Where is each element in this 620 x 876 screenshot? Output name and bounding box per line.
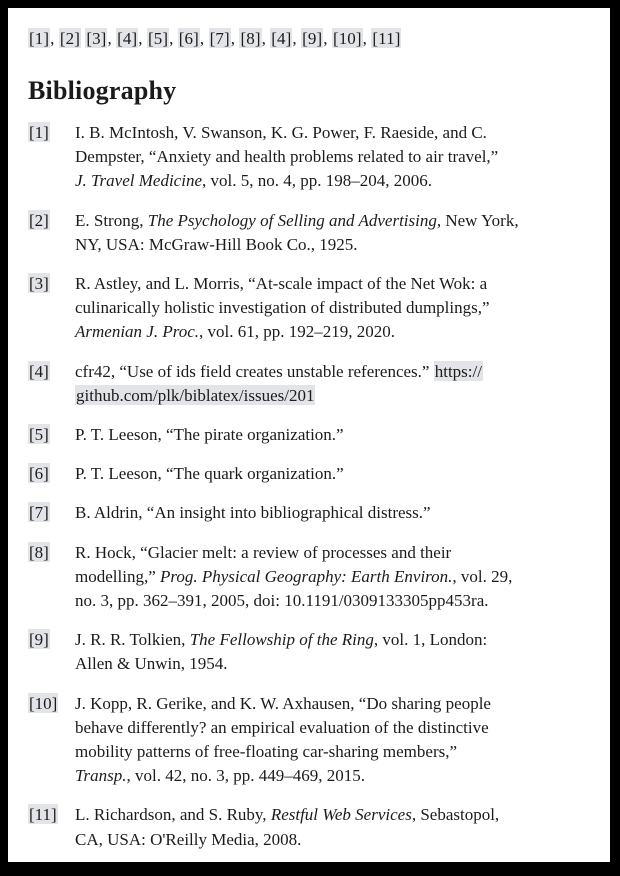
reference-text-segment: culinarically holistic investigation of distributed dumplings,”: [75, 298, 490, 318]
reference-label-cell: [28, 360, 75, 408]
citation-marker-link[interactable]: [5]: [147, 29, 169, 48]
reference-text-segment: modelling,”: [75, 566, 160, 586]
reference-label-cell: [28, 501, 75, 525]
reference-text: [75, 541, 586, 614]
reference-label-link[interactable]: [8]: [29, 542, 49, 562]
reference-text: [75, 462, 586, 486]
reference-line: [75, 628, 586, 652]
reference-text-segment: , New York,: [436, 210, 519, 230]
reference-entry: [28, 209, 586, 257]
reference-entry: [28, 272, 586, 345]
reference-text-segment: P. T. Leeson, “The quark organization.”: [75, 464, 344, 484]
italic-work-title: Restful Web Services: [270, 805, 412, 825]
reference-url-link[interactable]: github.com/plk/biblatex/issues/201: [76, 385, 315, 405]
reference-label-link[interactable]: [6]: [29, 464, 49, 484]
reference-line: [75, 360, 586, 384]
italic-work-title: The Fellowship of the Ring: [189, 630, 374, 650]
reference-line: [75, 828, 586, 852]
reference-text: [75, 803, 586, 851]
reference-entry: [28, 541, 586, 614]
reference-text-segment: J. R. R. Tolkien,: [75, 630, 190, 650]
reference-line: [75, 296, 586, 320]
reference-line: [75, 320, 586, 344]
reference-label-cell: [28, 628, 75, 676]
document-page: [8, 8, 610, 862]
reference-label-link[interactable]: [10]: [29, 693, 58, 713]
reference-line: [75, 423, 586, 447]
reference-label-link[interactable]: [11]: [29, 805, 57, 825]
reference-line: [75, 565, 586, 589]
reference-text-segment: , vol. 29,: [452, 566, 513, 586]
reference-label-cell: [28, 541, 75, 614]
reference-text-segment: cfr42, “Use of ids field creates unstable references.”: [75, 361, 434, 381]
reference-label-cell: [28, 803, 75, 851]
reference-line: [75, 209, 586, 233]
reference-text-segment: I. B. McIntosh, V. Swanson, K. G. Power, F. Raeside, and C.: [75, 123, 487, 142]
reference-text-segment: , vol. 61, pp. 192–219, 2020.: [199, 322, 395, 342]
citation-marker-link[interactable]: [6]: [178, 29, 199, 48]
reference-text-segment: , Sebastopol,: [411, 805, 500, 825]
reference-text: [75, 501, 586, 525]
italic-work-title: J. Travel Medicine: [75, 171, 202, 191]
reference-text-segment: NY, USA: McGraw-Hill Book Co., 1925.: [75, 234, 358, 254]
citation-marker-link[interactable]: [4]: [271, 29, 292, 48]
reference-text: [75, 692, 586, 789]
reference-text-segment: behave differently? an empirical evaluation of the distinctive: [75, 717, 489, 737]
reference-text: [75, 272, 586, 345]
reference-text-segment: Allen & Unwin, 1954.: [75, 654, 228, 674]
reference-line: [75, 740, 586, 764]
reference-list: [28, 121, 586, 852]
reference-entry: [28, 501, 586, 525]
reference-line: [75, 692, 586, 716]
citation-marker-link[interactable]: [8]: [240, 29, 261, 48]
reference-label-link[interactable]: [9]: [29, 630, 49, 650]
italic-work-title: Armenian J. Proc.: [75, 322, 200, 342]
reference-label-link[interactable]: [7]: [29, 503, 49, 523]
citation-marker-link[interactable]: [3]: [86, 29, 107, 48]
reference-text-segment: L. Richardson, and S. Ruby,: [75, 805, 271, 825]
reference-line: [75, 764, 586, 788]
reference-text-segment: R. Hock, “Glacier melt: a review of processes and their: [75, 542, 452, 562]
reference-entry: [28, 360, 586, 408]
reference-line: [75, 541, 586, 565]
citation-marker-link[interactable]: [9]: [302, 29, 323, 48]
italic-work-title: The Psychology of Selling and Advertising: [147, 210, 437, 230]
reference-label-cell: [28, 462, 75, 486]
reference-text-segment: R. Astley, and L. Morris, “At-scale impact of the Net Wok: a: [75, 274, 488, 294]
reference-line: [75, 121, 586, 145]
reference-text-segment: , vol. 42, no. 3, pp. 449–469, 2015.: [126, 766, 365, 786]
reference-text-segment: P. T. Leeson, “The pirate organization.”: [75, 425, 344, 445]
reference-text-segment: J. Kopp, R. Gerike, and K. W. Axhausen, “Do sharing people: [75, 693, 491, 713]
reference-line: [75, 462, 586, 486]
reference-line: [75, 501, 586, 525]
reference-entry: [28, 423, 586, 447]
reference-text-segment: mobility patterns of free-floating car-sharing members,”: [75, 742, 458, 762]
reference-text: [75, 360, 586, 408]
reference-line: [75, 145, 586, 169]
reference-label-cell: [28, 121, 75, 194]
reference-text: [75, 209, 586, 257]
citation-marker-link[interactable]: [10]: [332, 29, 362, 48]
reference-label-cell: [28, 423, 75, 447]
reference-line: [75, 272, 586, 296]
reference-label-link[interactable]: [4]: [29, 361, 49, 381]
reference-text-segment: , vol. 5, no. 4, pp. 198–204, 2006.: [202, 171, 432, 191]
reference-text-segment: Dempster, “Anxiety and health problems related to air travel,”: [75, 147, 499, 167]
reference-line: [75, 169, 586, 193]
reference-line: [75, 589, 586, 613]
reference-label-cell: [28, 209, 75, 257]
citation-marker-link[interactable]: [11]: [372, 29, 401, 48]
reference-entry: [28, 628, 586, 676]
italic-work-title: Transp.: [75, 766, 127, 786]
reference-line: [75, 716, 586, 740]
reference-entry: [28, 803, 586, 851]
reference-entry: [28, 121, 586, 194]
reference-text-segment: B. Aldrin, “An insight into bibliographical distress.”: [75, 503, 431, 523]
reference-entry: [28, 462, 586, 486]
reference-text-segment: CA, USA: O'Reilly Media, 2008.: [75, 829, 302, 849]
citation-marker-link[interactable]: [4]: [117, 29, 138, 48]
reference-text: [75, 628, 586, 676]
reference-label-link[interactable]: [5]: [29, 425, 49, 445]
reference-line: [75, 233, 586, 257]
reference-label-cell: [28, 692, 75, 789]
reference-label-link[interactable]: [3]: [29, 274, 49, 294]
reference-text-segment: , vol. 1, London:: [373, 630, 488, 650]
italic-work-title: Prog. Physical Geography: Earth Environ.: [159, 566, 453, 586]
reference-entry: [28, 692, 586, 789]
reference-line: [75, 652, 586, 676]
citation-line: [1], [2] [3], [4], [5], [6], [7], [8], [4], [9], [10], [11]: [29, 29, 401, 48]
bibliography-heading: Bibliography: [28, 76, 177, 105]
reference-text-segment: no. 3, pp. 362–391, 2005, doi: 10.1191/0309133305pp453ra.: [75, 591, 489, 611]
reference-url-link[interactable]: https://: [434, 361, 482, 381]
citation-marker-link[interactable]: [2]: [59, 29, 80, 48]
reference-line: [75, 384, 586, 408]
reference-text-segment: E. Strong,: [75, 210, 148, 230]
reference-text: [75, 121, 586, 194]
citation-marker-link[interactable]: [1]: [29, 29, 50, 48]
reference-line: [75, 803, 586, 827]
reference-label-link[interactable]: [1]: [29, 123, 49, 142]
citation-marker-link[interactable]: [7]: [209, 29, 230, 48]
reference-text: [75, 423, 586, 447]
reference-label-cell: [28, 272, 75, 345]
reference-label-link[interactable]: [2]: [29, 210, 49, 230]
